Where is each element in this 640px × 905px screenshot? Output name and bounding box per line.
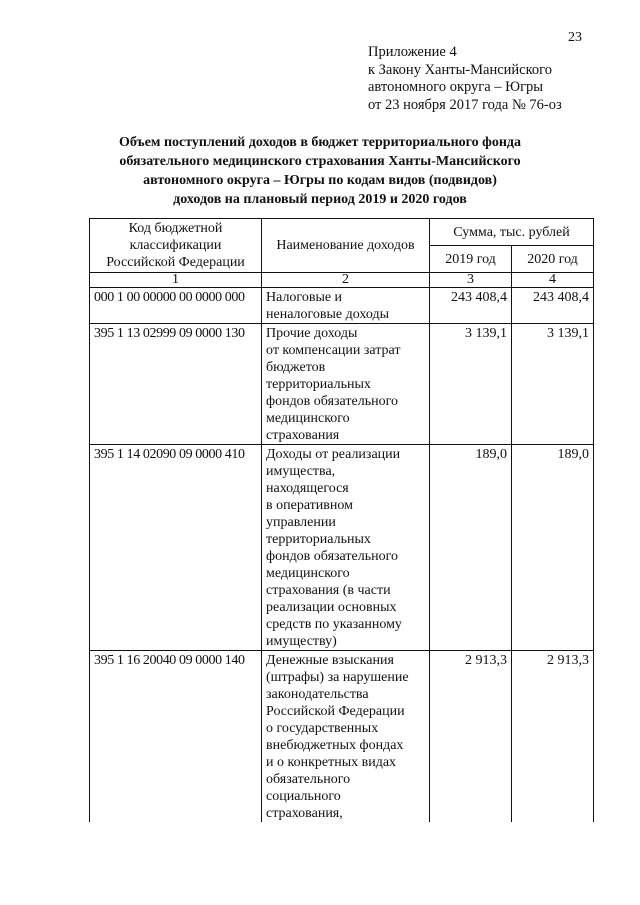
revenue-name <box>262 288 430 324</box>
revenue-name-line: обязательного <box>266 772 351 787</box>
revenue-name-line: фондов обязательного <box>266 394 398 409</box>
appendix-line: от 23 ноября 2017 года № 76-оз <box>368 96 562 113</box>
budget-code: 395 1 14 02090 09 0000 410 <box>90 445 262 651</box>
title-line: доходов на плановый период 2019 и 2020 годов <box>173 192 467 207</box>
revenue-name-line: в оперативном <box>266 498 353 513</box>
column-number: 4 <box>512 273 594 288</box>
revenue-name-line: реализации основных <box>266 600 397 615</box>
header-code-line: Код бюджетной <box>128 221 223 236</box>
title-line: обязательного медицинского страхования Ханты-Мансийского <box>119 154 521 169</box>
revenue-name-line: Доходы от реализации <box>266 447 401 462</box>
header-sum: Сумма, тыс. рублей <box>430 219 594 246</box>
column-number: 2 <box>262 273 430 288</box>
revenue-name <box>262 445 430 651</box>
revenue-name-line: (штрафы) за нарушение <box>266 670 409 685</box>
column-number: 1 <box>90 273 262 288</box>
revenue-name-line: страхования, <box>266 806 343 821</box>
budget-code: 395 1 13 02999 09 0000 130 <box>90 324 262 445</box>
budget-code: 000 1 00 00000 00 0000 000 <box>90 288 262 324</box>
revenue-name-line: от компенсации затрат <box>266 343 401 358</box>
revenue-name-line: управлении <box>266 515 336 530</box>
revenue-name-line: имущества, <box>266 464 336 479</box>
document-title <box>60 133 580 209</box>
revenue-name-line: социального <box>266 789 341 804</box>
revenue-name-line: законодательства <box>266 687 369 702</box>
revenue-name-line: и о конкретных видах <box>266 755 397 770</box>
revenue-name <box>262 651 430 823</box>
header-year-2020: 2020 год <box>512 246 594 273</box>
revenue-name-line: Прочие доходы <box>266 326 358 341</box>
appendix-line: Приложение 4 <box>368 44 457 60</box>
revenue-name-line: неналоговые доходы <box>266 307 390 322</box>
amount-2019: 3 139,1 <box>430 324 512 445</box>
appendix-line: автономного округа – Югры <box>368 79 544 95</box>
header-name: Наименование доходов <box>262 219 430 273</box>
amount-2020: 2 913,3 <box>512 651 594 823</box>
header-code-line: Российской Федерации <box>106 255 245 270</box>
header-code <box>90 219 262 273</box>
revenue-table <box>89 218 594 822</box>
budget-code: 395 1 16 20040 09 0000 140 <box>90 651 262 823</box>
amount-2020: 243 408,4 <box>512 288 594 324</box>
revenue-name-line: Налоговые и <box>266 290 343 305</box>
page-number: 23 <box>568 30 582 45</box>
appendix-header <box>368 44 562 114</box>
header-year-2019: 2019 год <box>430 246 512 273</box>
table-row <box>90 288 594 324</box>
revenue-name-line: бюджетов <box>266 360 326 375</box>
amount-2019: 189,0 <box>430 445 512 651</box>
revenue-name-line: о государственных <box>266 721 379 736</box>
table-row <box>90 651 594 823</box>
revenue-name-line: имуществу) <box>266 634 337 649</box>
revenue-name-line: медицинского <box>266 566 350 581</box>
appendix-line: к Закону Ханты-Мансийского <box>368 61 553 78</box>
revenue-name-line: страхования <box>266 428 340 443</box>
revenue-name-line: внебюджетных фондах <box>266 738 404 753</box>
column-number: 3 <box>430 273 512 288</box>
revenue-name-line: территориальных <box>266 532 371 547</box>
amount-2019: 2 913,3 <box>430 651 512 823</box>
revenue-name-line: Денежные взыскания <box>266 653 394 668</box>
revenue-name-line: находящегося <box>266 481 349 496</box>
table-row <box>90 445 594 651</box>
amount-2020: 3 139,1 <box>512 324 594 445</box>
revenue-name-line: территориальных <box>266 377 371 392</box>
revenue-name-line: медицинского <box>266 411 350 426</box>
revenue-name-line: фондов обязательного <box>266 549 398 564</box>
amount-2019: 243 408,4 <box>430 288 512 324</box>
amount-2020: 189,0 <box>512 445 594 651</box>
revenue-name-line: страхования (в части <box>266 583 391 598</box>
revenue-name-line: Российской Федерации <box>266 704 405 719</box>
table-row <box>90 324 594 445</box>
revenue-name-line: средств по указанному <box>266 617 402 632</box>
title-line: автономного округа – Югры по кодам видов (подвидов) <box>143 173 497 188</box>
title-line: Объем поступлений доходов в бюджет территориального фонда <box>118 135 521 150</box>
revenue-name <box>262 324 430 445</box>
header-code-line: классификации <box>129 238 222 253</box>
